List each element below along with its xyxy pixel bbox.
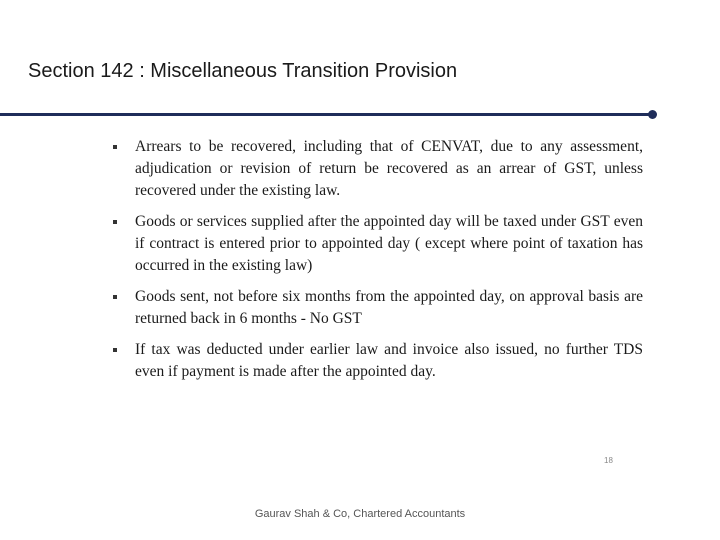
square-bullet-icon — [113, 348, 117, 352]
divider-end-dot — [648, 110, 657, 119]
bullet-item — [113, 136, 643, 202]
bullet-list — [113, 136, 643, 392]
bullet-text: Goods or services supplied after the appointed day will be taxed under GST even if contract is entered prior to appointed day ( except where point of taxation has occurred in the existing law) — [135, 213, 643, 274]
bullet-text: Arrears to be recovered, including that of CENVAT, due to any assessment, adjudication or revision of return be recovered as an arrear of GST, unless recovered under the existing law. — [135, 138, 643, 199]
footer-text: Gaurav Shah & Co, Chartered Accountants — [254, 508, 466, 520]
slide-title: Section 142 : Miscellaneous Transition Provision — [28, 60, 458, 82]
bullet-item — [113, 339, 643, 383]
bullet-item — [113, 286, 643, 330]
bullet-text: Goods sent, not before six months from the appointed day, on approval basis are returned back in 6 months - No GST — [135, 288, 643, 327]
square-bullet-icon — [113, 220, 117, 224]
title-divider — [0, 113, 652, 116]
page-number: 18 — [604, 456, 613, 465]
square-bullet-icon — [113, 145, 117, 149]
bullet-text: If tax was deducted under earlier law and invoice also issued, no further TDS even if payment is made after the appointed day. — [135, 341, 643, 380]
bullet-item — [113, 211, 643, 277]
square-bullet-icon — [113, 295, 117, 299]
